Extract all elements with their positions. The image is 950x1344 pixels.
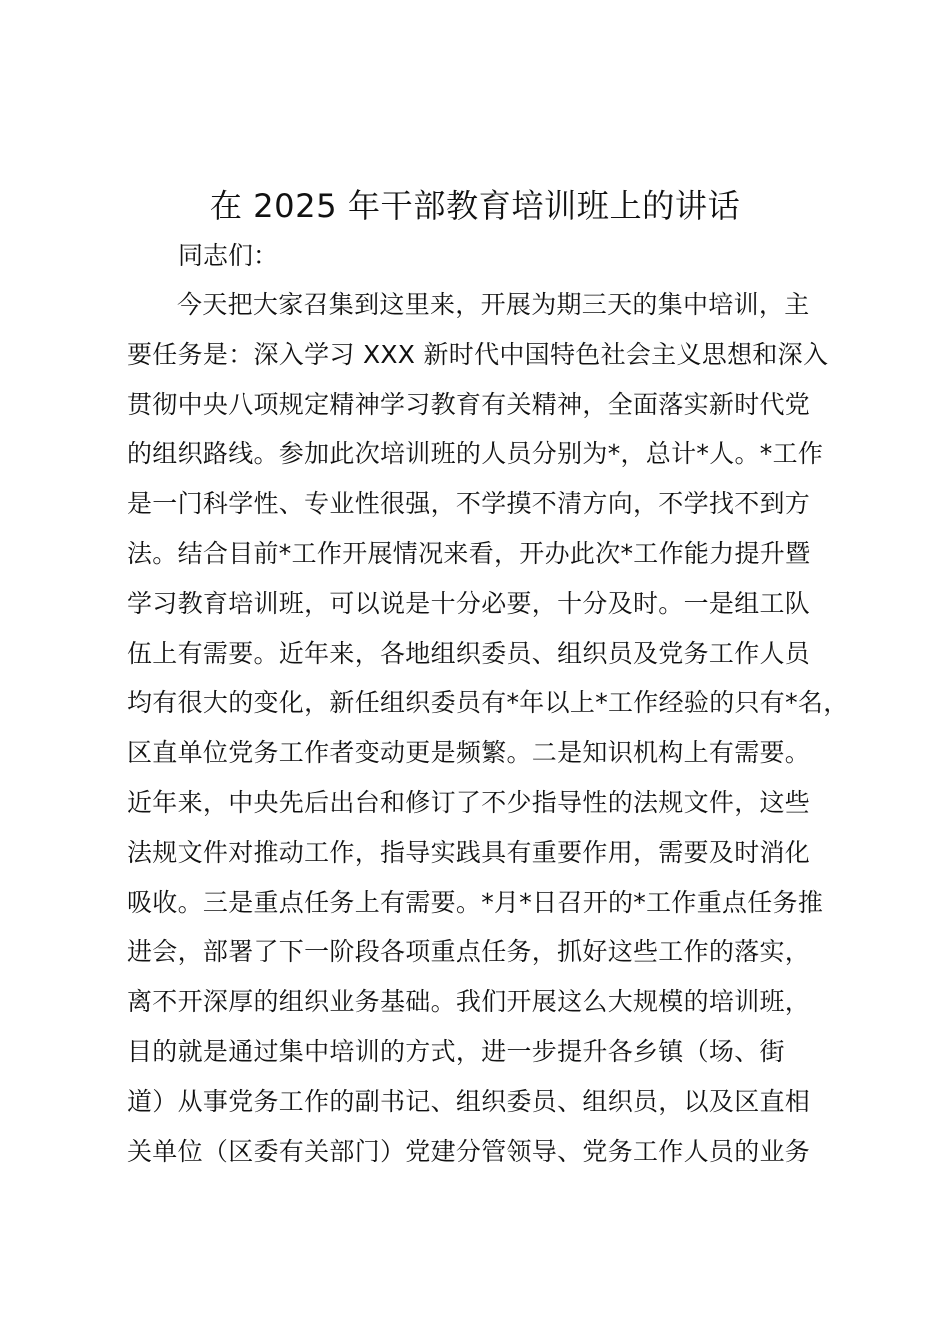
paragraph-line: 要任务是：深入学习 XXX 新时代中国特色社会主义思想和深入 [127, 339, 829, 369]
document-title: 在 2025 年干部教育培训班上的讲话 [209, 187, 741, 225]
paragraph-line: 是一门科学性、专业性很强，不学摸不清方向，不学找不到方 [127, 489, 811, 519]
paragraph-line: 近年来，中央先后出台和修订了不少指导性的法规文件，这些 [127, 787, 811, 817]
body-paragraph [127, 285, 867, 1181]
paragraph-line: 道）从事党务工作的副书记、组织委员、组织员，以及区直相 [127, 1086, 811, 1116]
paragraph-line: 目的就是通过集中培训的方式，进一步提升各乡镇（场、街 [127, 1036, 785, 1066]
paragraph-line: 离不开深厚的组织业务基础。我们开展这么大规模的培训班， [127, 987, 811, 1017]
paragraph-line: 进会，部署了下一阶段各项重点任务，抓好这些工作的落实， [127, 937, 811, 967]
paragraph-line: 伍上有需要。近年来，各地组织委员、组织员及党务工作人员 [127, 638, 811, 668]
paragraph-line: 学习教育培训班，可以说是十分必要，十分及时。一是组工队 [127, 588, 811, 618]
paragraph-line: 关单位（区委有关部门）党建分管领导、党务工作人员的业务 [127, 1136, 811, 1166]
paragraph-line: 今天把大家召集到这里来，开展为期三天的集中培训，主 [177, 290, 810, 319]
paragraph-line: 吸收。三是重点任务上有需要。*月*日召开的*工作重点任务推 [127, 887, 824, 917]
paragraph-line: 的组织路线。参加此次培训班的人员分别为*，总计*人。*工作 [127, 439, 824, 469]
paragraph-line: 均有很大的变化，新任组织委员有*年以上*工作经验的只有*名， [127, 688, 849, 718]
paragraph-line: 贯彻中央八项规定精神学习教育有关精神，全面落实新时代党 [127, 389, 811, 419]
salutation: 同志们： [178, 241, 279, 270]
paragraph-line: 法。结合目前*工作开展情况来看，开办此次*工作能力提升暨 [127, 538, 811, 568]
paragraph-line: 法规文件对推动工作，指导实践具有重要作用，需要及时消化 [127, 837, 811, 867]
paragraph-line: 区直单位党务工作者变动更是频繁。二是知识机构上有需要。 [127, 738, 811, 768]
